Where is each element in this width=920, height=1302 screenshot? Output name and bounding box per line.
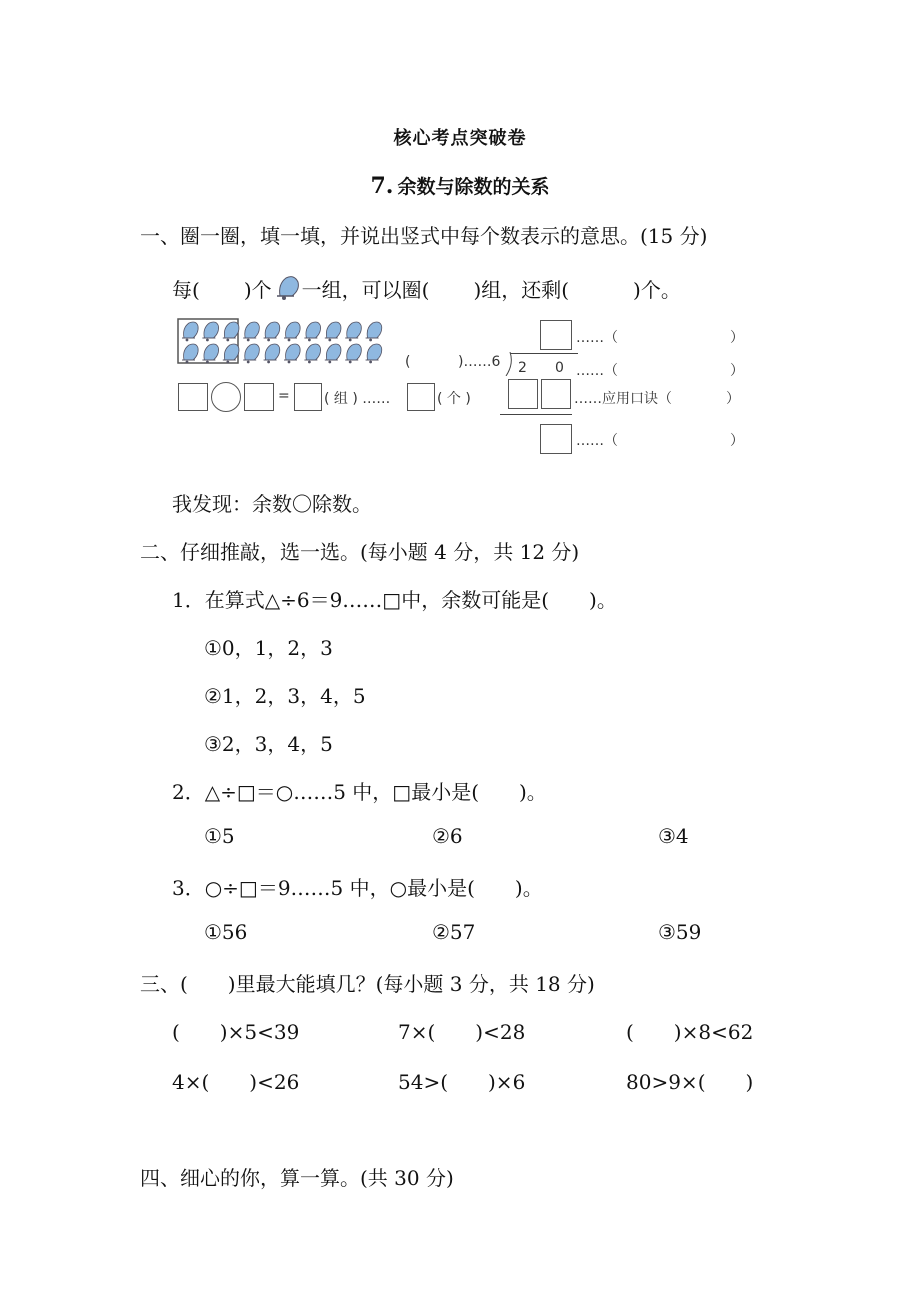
division-product-tens-box[interactable] (508, 379, 538, 409)
bell-icon (366, 322, 382, 341)
question-2-2: 2．△÷□＝○……5 中，□最小是( )。 (172, 780, 547, 804)
dividend-note-close: ） (730, 363, 744, 379)
fill-line-part-a: 每( (172, 278, 200, 302)
dividend-note: ……（ (576, 363, 618, 379)
division-remainder-box[interactable] (540, 424, 572, 454)
section2-heading: 二、仔细推敲，选一选。(每小题 4 分，共 12 分) (140, 540, 580, 564)
bell-icon (366, 344, 382, 363)
formula-note-close: ） (726, 391, 740, 407)
answer-box-divisor[interactable] (244, 383, 274, 411)
dividend-digit-ones: 0 (555, 360, 564, 376)
section3-heading: 三、( )里最大能填几？(每小题 3 分，共 18 分) (140, 972, 595, 996)
bell-icon (284, 322, 300, 341)
fill-line-part-c: 一组，可以圈( (301, 278, 430, 302)
section4-heading: 四、细心的你，算一算。(共 30 分) (140, 1166, 454, 1190)
bell-icon (202, 322, 218, 341)
fill-line-part-e: )个。 (633, 278, 681, 302)
bell-icon (223, 322, 239, 341)
bell-icon (304, 344, 320, 363)
inequality-5[interactable]: 54>( )×6 (398, 1070, 526, 1094)
bell-icon (264, 322, 280, 341)
question-2-2-option-3[interactable]: ③4 (658, 824, 689, 848)
bell-icon (264, 344, 280, 363)
question-2-1-option-3[interactable]: ③2，3，4，5 (204, 732, 333, 756)
subtitle-text: 余数与除数的关系 (397, 176, 550, 198)
bell-icon (182, 344, 198, 363)
remainder-note: ……（ (576, 433, 618, 449)
bell-icon (272, 274, 302, 300)
question-2-1-option-2[interactable]: ②1，2，3，4，5 (204, 684, 366, 708)
remainder-note-close: ） (730, 433, 744, 449)
equals-sign: = (278, 388, 290, 404)
division-bar (510, 353, 578, 354)
question-2-3: 3．○÷□＝9……5 中，○最小是( )。 (172, 876, 543, 900)
fill-line-part-d: )组，还剩( (473, 278, 570, 302)
formula-note: ……应用口诀（ (574, 391, 672, 407)
bell-icon (284, 344, 300, 363)
bell-icon (325, 344, 341, 363)
inequality-1[interactable]: ( )×5<39 (172, 1020, 300, 1044)
paper-title: 核心考点突破卷 (393, 128, 527, 149)
question-2-3-option-3[interactable]: ③59 (658, 920, 702, 944)
subtraction-bar (500, 414, 572, 415)
answer-box-remainder[interactable] (407, 383, 435, 411)
bell-icon (345, 344, 361, 363)
subtitle-number: 7. (370, 173, 394, 199)
section1-fill-line (172, 274, 681, 303)
inequality-4[interactable]: 4×( )<26 (172, 1070, 300, 1094)
inequality-2[interactable]: 7×( )<28 (398, 1020, 526, 1044)
division-divisor-label: )……6 (458, 354, 501, 370)
unit-label: ( 个 ) (437, 391, 471, 407)
answer-circle-operator[interactable] (211, 382, 241, 412)
bell-icon (345, 322, 361, 341)
inequality-6[interactable]: 80>9×( ) (626, 1070, 754, 1094)
bell-icon (223, 344, 239, 363)
bell-icon (243, 344, 259, 363)
question-2-1-option-1[interactable]: ①0，1，2，3 (204, 636, 333, 660)
group-label: ( 组 ) …… (324, 391, 391, 407)
bell-icon (304, 322, 320, 341)
answer-box-dividend[interactable] (178, 383, 208, 411)
bell-icon (182, 322, 198, 341)
division-paren-open: ( (405, 354, 411, 370)
question-2-1: 1．在算式△÷6＝9……□中，余数可能是( )。 (172, 588, 617, 612)
division-product-ones-box[interactable] (541, 379, 571, 409)
question-2-3-option-1[interactable]: ①56 (204, 920, 248, 944)
question-2-2-option-1[interactable]: ①5 (204, 824, 235, 848)
dividend-digit-tens: 2 (518, 360, 527, 376)
answer-box-quotient[interactable] (294, 383, 322, 411)
division-bracket (504, 352, 514, 376)
section1-heading: 一、圈一圈，填一填，并说出竖式中每个数表示的意思。(15 分) (140, 224, 708, 248)
section1-finding: 我发现：余数〇除数。 (172, 492, 372, 516)
paper-subtitle (0, 172, 920, 199)
question-2-2-option-2[interactable]: ②6 (432, 824, 463, 848)
bell-icon (243, 322, 259, 341)
fill-line-part-b: )个 (243, 278, 272, 302)
quotient-note-close: ） (730, 330, 744, 346)
division-quotient-box[interactable] (540, 320, 572, 350)
bell-icon (202, 344, 218, 363)
bell-icon (325, 322, 341, 341)
question-2-3-option-2[interactable]: ②57 (432, 920, 476, 944)
quotient-note: ……（ (576, 330, 618, 346)
bells-illustration (176, 317, 386, 365)
inequality-3[interactable]: ( )×8<62 (626, 1020, 754, 1044)
